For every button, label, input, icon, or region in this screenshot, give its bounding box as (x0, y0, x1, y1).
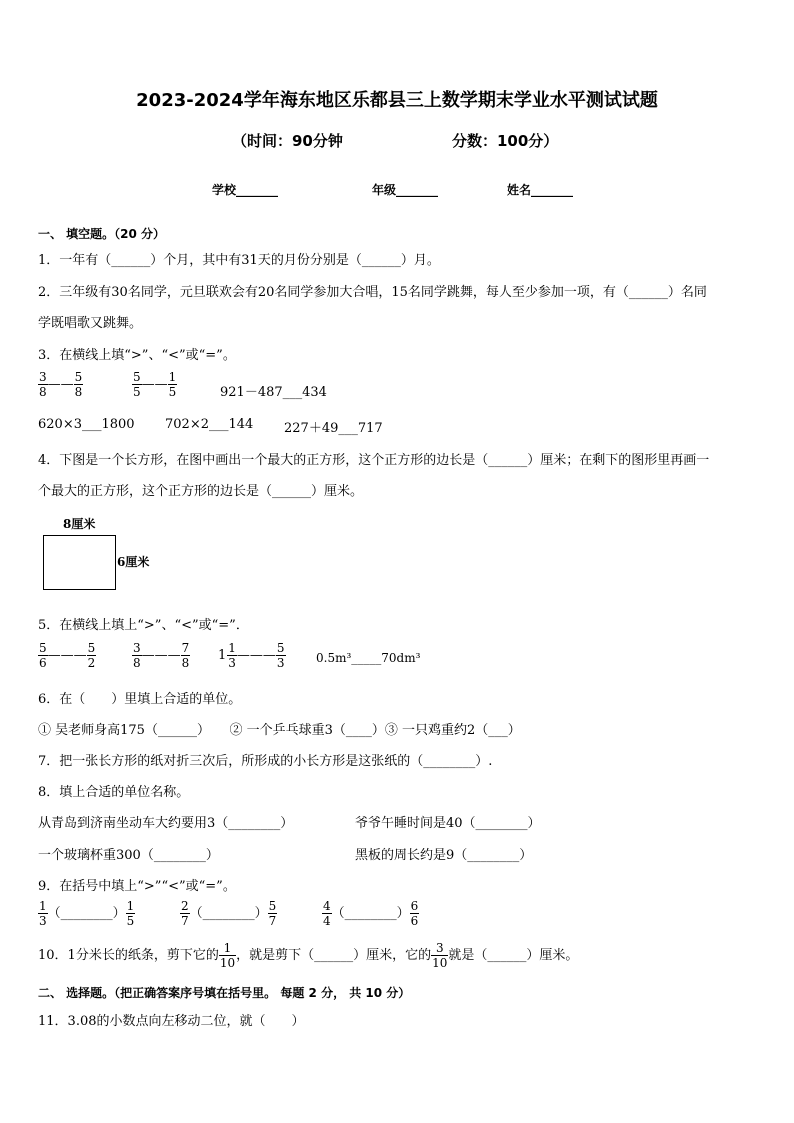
question-3-item-4: 620×3___1800 (38, 417, 135, 432)
question-3-item-3: 921－487___434 (220, 385, 327, 400)
question-11: 11．3.08的小数点向左移动二位，就（ ） (38, 1014, 305, 1029)
question-9-item-3: $\frac{4}{4}$ （________） $\frac{6}{6}$ (323, 899, 419, 928)
page-title: 2023-2024学年海东地区乐都县三上数学期末学业水平测试试题 (136, 90, 658, 111)
exam-score: 分数：100分） (452, 132, 559, 150)
question-3-prompt: 3．在横线上填“>”、“<”或“=”。 (38, 348, 236, 363)
question-8-c: 一个玻璃杯重300（________） (38, 848, 219, 863)
question-6-prompt: 6．在（ ）里填上合适的单位。 (38, 692, 242, 707)
question-4-line-1: 4．下图是一个长方形，在图中画出一个最大的正方形，这个正方形的边长是（______）厘米；在剩下的图形里再画一 (38, 453, 710, 468)
question-10: 10．1分米长的纸条，剪下它的 $\frac{1}{10}$ ，就是剪下（______）厘米，它的 $\frac{3}{10}$ 就是（______）厘米。 (38, 941, 579, 970)
question-8-d: 黑板的周长约是9（________） (355, 848, 533, 863)
rectangle-height-label: 6厘米 (117, 555, 150, 569)
question-2-line-2: 学既唱歌又跳舞。 (38, 316, 143, 331)
question-1: 1．一年有（______）个月，其中有31天的月份分别是（______）月。 (38, 253, 440, 268)
grade-field: 年级_______ (372, 183, 439, 197)
question-3-item-5: 702×2___144 (165, 417, 254, 432)
question-3-item-2: $\frac{5}{5}$ —— $\frac{1}{5}$ (133, 370, 177, 399)
question-5-item-2: $\frac{3}{8}$ ——— $\frac{7}{8}$ (133, 641, 190, 670)
question-9-item-2: $\frac{2}{7}$ （________） $\frac{5}{7}$ (181, 899, 277, 928)
rectangle-figure (43, 535, 116, 590)
question-5-prompt: 5．在横线上填上“>”、“<”或“=”． (38, 618, 249, 633)
question-8-prompt: 8．填上合适的单位名称。 (38, 785, 190, 800)
school-field: 学校_______ (212, 183, 279, 197)
question-2-line-1: 2．三年级有30名同学，元旦联欢会有20名同学参加大合唱，15名同学跳舞，每人至少参加一项，有（______）名同 (38, 285, 707, 300)
question-5-item-1: $\frac{5}{6}$ ——— $\frac{5}{2}$ (39, 641, 96, 670)
question-4-line-2: 个最大的正方形，这个正方形的边长是（______）厘米。 (38, 484, 364, 499)
question-9-item-1: $\frac{1}{3}$ （________） $\frac{1}{5}$ (39, 899, 135, 928)
question-3-item-6: 227＋49___717 (284, 421, 383, 436)
question-8-b: 爷爷午睡时间是40（________） (355, 816, 541, 831)
section-1-heading: 一、 填空题。（20 分） (38, 227, 166, 241)
name-field: 姓名_______ (507, 183, 574, 197)
question-8-a: 从青岛到济南坐动车大约要用3（________） (38, 816, 294, 831)
question-3-item-1: $\frac{3}{8}$ —— $\frac{5}{8}$ (39, 370, 83, 399)
question-5-item-3: 1 $\frac{1}{3}$ ——— $\frac{5}{3}$ (218, 641, 285, 670)
section-2-heading: 二、 选择题。（把正确答案序号填在括号里。 每题 2 分， 共 10 分） (38, 986, 411, 1000)
rectangle-width-label: 8厘米 (63, 517, 96, 531)
question-7: 7．把一张长方形的纸对折三次后，所形成的小长方形是这张纸的（________）. (38, 754, 493, 769)
question-6-items: ① 吴老师身高175（______） ② 一个乒乓球重3（____）③ 一只鸡重约2（___） (38, 723, 521, 738)
exam-time: （时间：90分钟 (232, 132, 343, 150)
question-5-item-4: 0.5m³_____70dm³ (316, 651, 421, 665)
question-9-prompt: 9．在括号中填上“>”“<”或“=”。 (38, 879, 236, 894)
